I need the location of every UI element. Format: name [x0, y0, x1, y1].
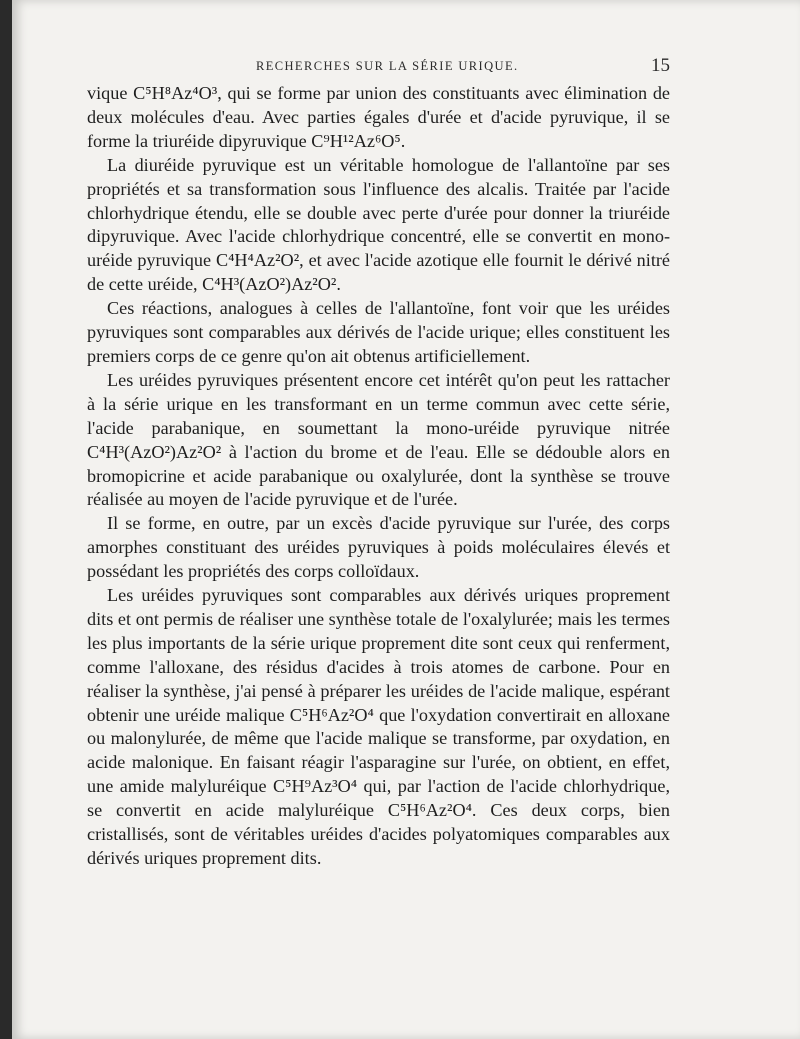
- page-number: 15: [651, 55, 670, 76]
- paragraph: Ces réactions, analogues à celles de l'allantoïne, font voir que les uréides pyruviques sont comparables aux dérivés de l'acide urique; elles constituent les premiers corps de ce genre qu'on ait obtenus artificiellement.: [87, 298, 670, 366]
- body-text: [87, 82, 670, 871]
- book-page: [12, 0, 800, 1039]
- paragraph: Les uréides pyruviques présentent encore cet intérêt qu'on peut les rattacher à la série urique en les transformant en un terme commun avec cette série, l'acide parabanique, en soumettant la mono-uréide pyruvique nitrée C⁴H³(AzO²)Az²O² à l'action du brome et de l'eau. Elle se dédouble alors en bromopicrine et acide parabanique ou oxalylurée, dont la synthèse se trouve réalisée au moyen de l'acide pyruvique et de l'urée.: [87, 369, 670, 510]
- page-header: [12, 57, 800, 79]
- running-title: RECHERCHES SUR LA SÉRIE URIQUE.: [256, 59, 519, 73]
- paragraph: vique C⁵H⁸Az⁴O³, qui se forme par union des constituants avec élimination de deux molécules d'eau. Avec parties égales d'urée et d'acide pyruvique, il se forme la triuréide dipyruvique C⁹H¹²Az⁶O⁵.: [87, 83, 670, 151]
- paragraph: Il se forme, en outre, par un excès d'acide pyruvique sur l'urée, des corps amorphes constituant des uréides pyruviques à poids moléculaires élevés et possédant les propriétés des corps colloïdaux.: [87, 513, 670, 582]
- paragraph: Les uréides pyruviques sont comparables aux dérivés uriques proprement dits et ont permis de réaliser une synthèse totale de l'oxalylurée; mais les termes les plus importants de la série urique proprement dite sont ceux qui renferment, comme l'alloxane, des résidus d'acides à trois atomes de carbone. Pour en réaliser la synthèse, j'ai pensé à préparer les uréides de l'acide malique, espérant obtenir une uréide malique C⁵H⁶Az²O⁴ que l'oxydation convertirait en alloxane ou malonylurée, de même que l'acide malique se transforme, par oxydation, en acide malonique. En faisant réagir l'asparagine sur l'urée, on obtient, en effet, une amide malyluréique C⁵H⁹Az³O⁴ qui, par l'action de l'acide chlorhydrique, se convertit en acide malyluréique C⁵H⁶Az²O⁴. Ces deux corps, bien cristallisés, sont de véritables uréides d'acides polyatomiques comparables aux dérivés uriques proprement dits.: [87, 585, 670, 868]
- paragraph: La diuréide pyruvique est un véritable homologue de l'allantoïne par ses propriétés et sa transformation sous l'influence des alcalis. Traitée par l'acide chlorhydrique étendu, elle se double avec perte d'urée pour donner la triuréide dipyruvique. Avec l'acide chlorhydrique concentré, elle se convertit en mono-uréide pyruvique C⁴H⁴Az²O², et avec l'acide azotique elle fournit le dérivé nitré de cette uréide, C⁴H³(AzO²)Az²O².: [87, 154, 670, 295]
